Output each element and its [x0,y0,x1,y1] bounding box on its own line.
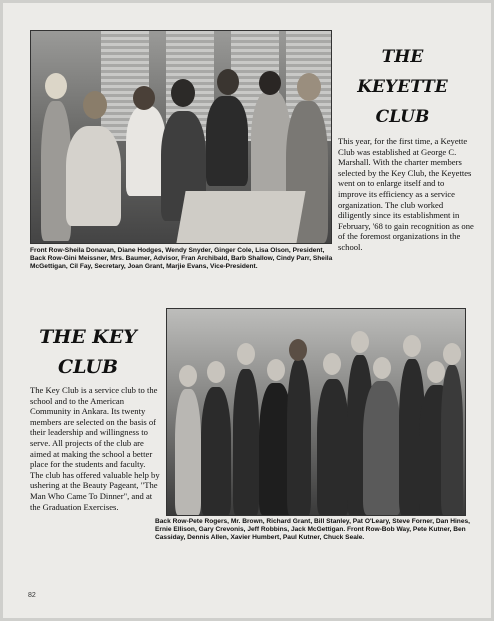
student-head [83,91,107,119]
student-head [133,86,155,110]
student-head [45,73,67,99]
key-title-line2: CLUB [57,356,119,378]
student-figure [126,106,166,196]
keyette-title-line3: CLUB [375,107,430,127]
member-figure [441,365,463,515]
student-figure [66,126,121,226]
member-head [289,339,307,361]
key-club-photo [166,308,466,516]
keyette-title-line1: THE [381,47,424,67]
member-figure [201,387,231,515]
student-head [259,71,281,95]
member-head [403,335,421,357]
table-with-papers [176,191,305,243]
member-head [267,359,285,381]
student-figure [206,96,248,186]
member-head [207,361,225,383]
member-head [443,343,461,365]
member-head [179,365,197,387]
keyette-club-description: This year, for the first time, a Keyette Club was established at George C. Marshall. With the charter members selected by the Key Club, the Keyettes went on to enlarge itself and to improve its efficiency as a service organization. The club worked diligently since its establishment in February, '68 to gain recognition as one of the foremost organizations in the school. [338,136,474,252]
student-head [297,73,321,101]
member-figure [363,381,401,515]
keyette-title-line2: KEYETTE [357,77,448,97]
member-head [373,357,391,379]
keyette-photo-caption: Front Row-Sheila Donavan, Diane Hodges, Wendy Snyder, Ginger Cole, Lisa Olson, President, Back Row-Gini Meissner, Mrs. Baumer, Advisor, Fran Archibald, Barb Shallow, Cindy Parr, Sheila McGettigan, Cil Fay, Secretary, Joan Grant, Marjie Evans, Vice-President. [30,247,333,271]
student-head [217,69,239,95]
member-figure [317,379,349,515]
key-club-photo-caption: Back Row-Pete Rogers, Mr. Brown, Richard Grant, Bill Stanley, Pat O'Leary, Steve Forner, Dan Hines, Ernie Ellison, Gary Crevonis, Jeff Robbins, Jack McGettigan. Front Row-Bob Way, Pete Kutner, Ben Cassiday, Dennis Allen, Xavier Humbert, Paul Kutner, Chuck Seale. [155,518,470,542]
key-title-line1: THE KEY [39,326,137,348]
member-figure [175,389,201,515]
key-club-description: The Key Club is a service club to the school and to the American Community in Ankara. Its twenty members are selected on the basis of their leadership and willingness to serve. All projects of the club are aimed at making the school a better place for the students and faculty. The club has offered valuable help by ushering at the Beauty Pageant, "The Man Who Came To Dinner", and at the Graduation Exercises. [30,385,160,512]
member-head [427,361,445,383]
page-number: 82 [28,592,36,599]
key-club-title [28,322,148,382]
member-figure [233,369,259,515]
member-head [351,331,369,353]
member-figure [287,359,311,515]
keyette-club-title [345,42,460,132]
keyette-club-photo [30,30,332,244]
member-head [237,343,255,365]
member-head [323,353,341,375]
student-head [171,79,195,107]
